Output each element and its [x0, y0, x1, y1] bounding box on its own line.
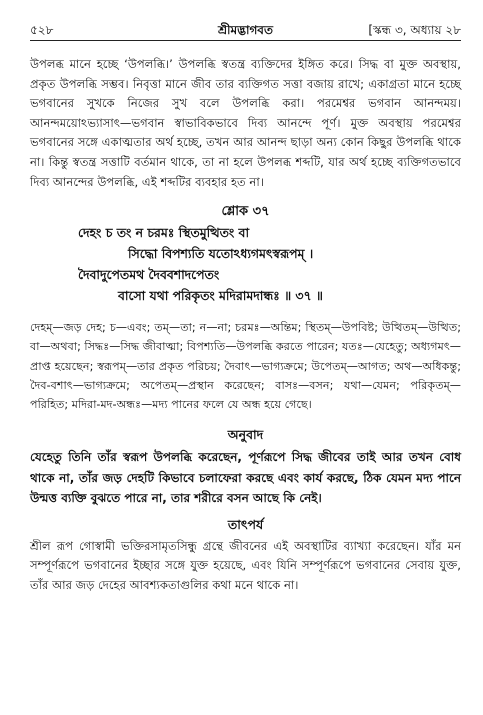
chapter-label: [স্কন্ধ ৩, অধ্যায় ২৮ [368, 23, 461, 37]
verse-line-3: দৈবাদুপেতমথ দৈববশাদপেতং [78, 267, 220, 283]
verse-line-2: সিদ্ধো বিপশ্যতি যতোঽধ্যগমৎস্বরূপম্ । [128, 246, 314, 262]
book-title: শ্রীমদ্ভাগবত [217, 23, 273, 37]
translation-text: যেহেতু তিনি তাঁর স্বরূপ উপলব্ধি করেছেন, পূর্ণরূপে সিদ্ধ জীবের তাই আর তখন বোধ থাকে না, তাঁর জড় দেহটি কিভাবে চলাফেরা করছে এবং কার্য করছে, ঠিক যেমন মদ্য পানে উন্মত্ত ব্যক্তি বুঝতে পারে না, তার শরীরে বসন আছে কি নেই। [30, 450, 461, 506]
translation-heading: অনুবাদ [227, 427, 264, 443]
page-header [30, 20, 461, 41]
intro-paragraph: উপলব্ধ মানে হচ্ছে ‘উপলব্ধি।’ উপলব্ধি স্বতন্ত্র ব্যক্তিদের ইঙ্গিত করে। সিদ্ধ বা মুক্ত অবস্থায়, প্রকৃত উপলব্ধি সম্ভব। নিবৃত্তা মানে জীব তার ব্যক্তিগত সত্তা বজায় রাখে; একাগ্রতা মানে হচ্ছে ভগবানের সুখকে নিজের সুখ বলে উপলব্ধি করা। পরমেশ্বর ভগবান আনন্দময়। আনন্দময়োঽভ্যাসাৎ—ভগবান স্বাভাবিকভাবে দিব্য আনন্দে পূর্ণ। মুক্ত অবস্থায় পরমেশ্বর ভগবানের সঙ্গে একাত্মতার অর্থ হচ্ছে, তখন আর আনন্দ ছাড়া অন্য কোন কিছুর উপলব্ধি থাকে না। কিন্তু স্বতন্ত্র সত্তাটি বর্তমান থাকে, তা না হলে উপলব্ধ শব্দটি, যার অর্থ হচ্ছে ব্যক্তিগতভাবে দিব্য আনন্দের উপলব্ধি, এই শব্দটির ব্যবহার হত না। [30, 57, 461, 189]
purport-heading: তাৎপর্য [227, 516, 264, 532]
page-number: ৫২৮ [30, 23, 54, 37]
verse-line-4: বাসো যথা পরিকৃতং মদিরামদান্ধঃ ॥ ৩৭ ॥ [118, 288, 323, 304]
verse-number: শ্লোক ৩৭ [221, 204, 270, 220]
purport-text: শ্রীল রূপ গোস্বামী ভক্তিরসামৃতসিন্ধু গ্রন্থে জীবনের এই অবস্থাটির ব্যাখ্যা করেছেন। যাঁর মন সম্পূর্ণরূপে ভগবানের ইচ্ছার সঙ্গে যুক্ত হয়েছে, এবং যিনি সম্পূর্ণরূপে ভগবানের সেবায় যুক্ত, তাঁর আর জড় দেহের আবশ্যকতাগুলির কথা মনে থাকে না। [30, 538, 461, 593]
verse-line-1: দেহং চ তং ন চরমঃ স্থিতমুত্থিতং বা [78, 225, 250, 241]
word-synonyms: দেহম্—জড় দেহ; চ—এবং; তম্—তা; ন—না; চরমঃ—অন্তিম; স্থিতম্—উপবিষ্ট; উত্থিতম্—উত্থিত; বা—অথবা; সিদ্ধঃ—সিদ্ধ জীবাত্মা; বিপশ্যতি—উপলব্ধি করতে পারেন; যতঃ—যেহেতু; অধ্যগমৎ—প্রাপ্ত হয়েছেন; স্বরূপম্—তার প্রকৃত পরিচয়; দৈবাৎ—ভাগ্যক্রমে; উপেতম্—আগত; অথ—অধিকন্তু; দৈব-বশাৎ—ভাগ্যক্রমে; অপেতম্—প্রস্থান করেছেন; বাসঃ—বসন; যথা—যেমন; পরিকৃতম্—পরিহিত; মদিরা-মদ-অন্ধঃ—মদ্য পানের ফলে যে অন্ধ হয়ে গেছে। [30, 321, 461, 411]
